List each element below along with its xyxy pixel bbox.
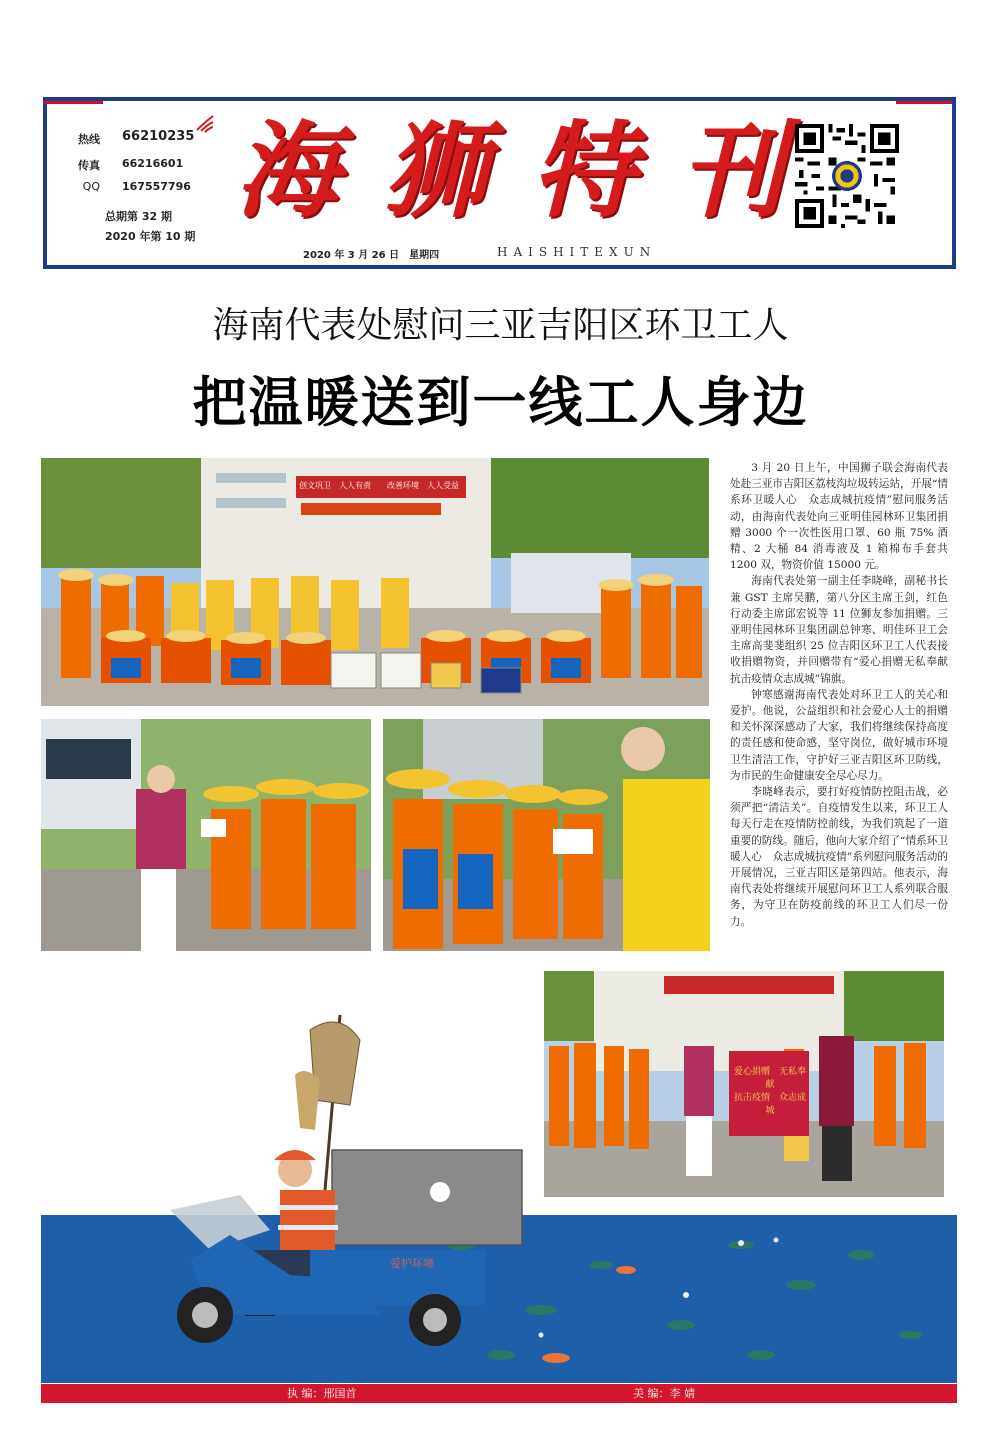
fax-value: 66216601 [122,157,184,170]
article-paragraph: 3 月 20 日上午，中国狮子联会海南代表处赴三亚市吉阳区荔枝沟垃圾转运站，开展“情系环卫暖人心 众志成城抗疫情”慰问服务活动，由海南代表处向三亚明佳园林环卫集团捐赠 3000 个一次性医用口罩、60 瓶 75% 酒精、2 大桶 84 消毒液及 1 箱棉布手套共 1200 双，物资价值 15000 元。 [730,462,948,572]
masthead-char-3: 特 [531,109,632,232]
hotline-label: 热线 [78,133,100,146]
sanitation-worker-illustration [150,1010,550,1350]
editor-credit: 执 编：邢国首 [287,1387,357,1400]
hotline-value: 66210235 [122,129,195,144]
banner-text-top: 创文巩卫 人人有责 改善环境 人人受益 [299,481,459,490]
issue-total: 总期第 32 期 [105,210,172,223]
masthead-frame-bottom [43,265,956,269]
masthead-frame-left [43,97,47,269]
publication-date: 2020 年 3 月 26 日 星期四 [303,250,440,261]
cart-text: 爱护环境 [390,1257,434,1270]
article-paragraph: 海南代表处第一副主任李晓峰，副秘书长兼 GST 主席吴鹏，第八分区主席王剑，红色行动委主席邱宏锐等 11 位狮友参加捐赠。三亚明佳园林环卫集团副总钟寒、明佳环卫工会主席高斐斐组织 25 位吉阳区环卫工人代表接收捐赠物资，并回赠带有“爱心捐赠无私奉献 抗击疫情众志成城”锦旗。 [730,575,959,685]
qq-label: QQ [82,180,100,193]
masthead-char-4: 刊 [679,109,780,232]
article-body [730,460,959,930]
fax-label: 传真 [78,159,100,172]
masthead-pinyin: HAISHITEXUN [497,245,657,259]
designer-credit: 美 编：李 婧 [633,1387,695,1400]
masthead-char-1: 海 [235,109,336,232]
issue-year: 2020 年第 10 期 [105,230,196,243]
headline-title: 把温暖送到一线工人身边 [192,371,809,434]
masthead-frame-top [43,97,956,101]
article-paragraph: 钟寒感谢海南代表处对环卫工人的关心和爱护。他说，公益组织和社会爱心人士的捐赠和关怀深深感动了大家，我们将继续保持高度的责任感和使命感，坚守岗位，做好城市环境卫生清洁工作，守护好三亚吉阳区环卫防线，为市民的生命健康安全尽心尽力。 [730,688,948,782]
masthead-title [235,108,780,233]
distribution-photo-left [41,719,371,951]
masthead-frame-right [952,97,956,269]
signal-icon [193,112,219,134]
qq-value: 167557796 [122,180,191,193]
article-paragraph: 李晓峰表示，要打好疫情防控阻击战，必须严把“清洁关”。自疫情发生以来，环卫工人每天行走在疫情防控前线，为我们筑起了一道重要的防线。随后，他向大家介绍了“情系环卫暖人心 众志成城抗疫情”系列慰问服务活动的开展情况，三亚吉阳区是第四站。他表示，海南代表处将继续开展慰问环卫工人系列联合服务，为守卫在防疫前线的环卫工人们尽一份力。 [730,786,948,928]
qr-code [795,124,899,228]
distribution-photo-right [383,719,710,951]
masthead-accent-right [896,101,952,104]
headline-subtitle: 海南代表处慰问三亚吉阳区环卫工人 [212,305,789,346]
flag-text [734,1066,806,1118]
flag-line-1: 爱心捐赠 无私奉献 [734,1067,807,1090]
footer-bar [41,1384,957,1403]
group-photo [41,458,709,706]
masthead-char-2: 狮 [383,109,484,232]
flag-presentation-photo [544,971,944,1197]
masthead-accent-left [43,101,103,104]
flag-line-2: 抗击疫情 众志成城 [734,1093,807,1116]
